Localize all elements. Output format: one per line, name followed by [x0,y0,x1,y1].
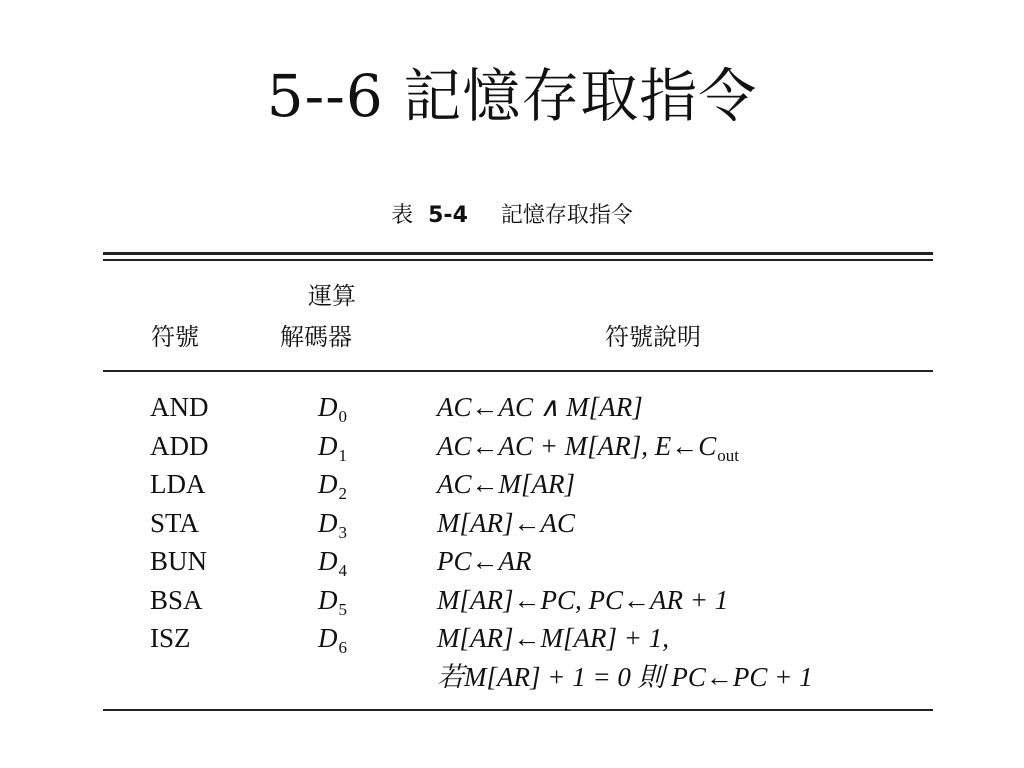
row-symbol: BSA [150,584,203,615]
row-symbol: ADD [150,430,209,461]
slide-title: 5--6 記憶存取指令 [266,62,758,130]
caption-number: 5-4 [428,203,468,228]
table-row [0,506,1024,545]
row-description: AC←AC + M[AR], $E\leftarrow C_{out}$ [437,430,739,465]
table-row-continuation [0,660,1024,699]
table-row [0,390,1024,429]
header-description: 符號說明 [605,323,701,351]
table-body [0,390,1024,698]
header-decoder-line1: 運算 [308,282,356,310]
row-description: M[AR]←AC [437,507,575,538]
row-decoder: $D_1$ [318,430,347,465]
row-decoder: $D_5$ [318,584,347,619]
header-symbol: 符號 [151,323,199,351]
row-decoder: $D_6$ [318,623,347,657]
row-symbol: AND [150,392,209,422]
table-row [0,429,1024,468]
row-decoder: $D_3$ [318,507,347,542]
row-symbol: LDA [150,469,206,499]
row-symbol: BUN [150,546,208,576]
row-description: AC←AC ∧ M[AR] [437,392,643,422]
table-header-rule [103,370,933,372]
table-row [0,621,1024,660]
row-description-continuation: 若M[AR] + 1 = 0 則 PC←PC + 1 [437,661,813,692]
table-row [0,583,1024,622]
row-decoder: $D_4$ [318,546,347,580]
table-caption [0,198,1024,229]
row-symbol: ISZ [150,623,191,653]
header-decoder-line2: 解碼器 [280,323,352,351]
table-top-rule [103,252,933,255]
row-description: M[AR]←M[AR] + 1, [437,623,669,653]
row-symbol: STA [150,507,199,538]
table-top-rule-inner [103,259,933,261]
table-row [0,467,1024,506]
caption-label: 表 [391,203,414,228]
row-decoder: $D_2$ [318,469,347,503]
row-description: AC←M[AR] [437,469,575,499]
row-decoder: $D_0$ [318,392,347,426]
row-description: M[AR]←PC, PC←AR + 1 [437,584,729,615]
caption-text: 記憶存取指令 [500,203,633,228]
table-row [0,544,1024,583]
table-bottom-rule [103,709,933,711]
row-description: PC←AR [437,546,532,576]
